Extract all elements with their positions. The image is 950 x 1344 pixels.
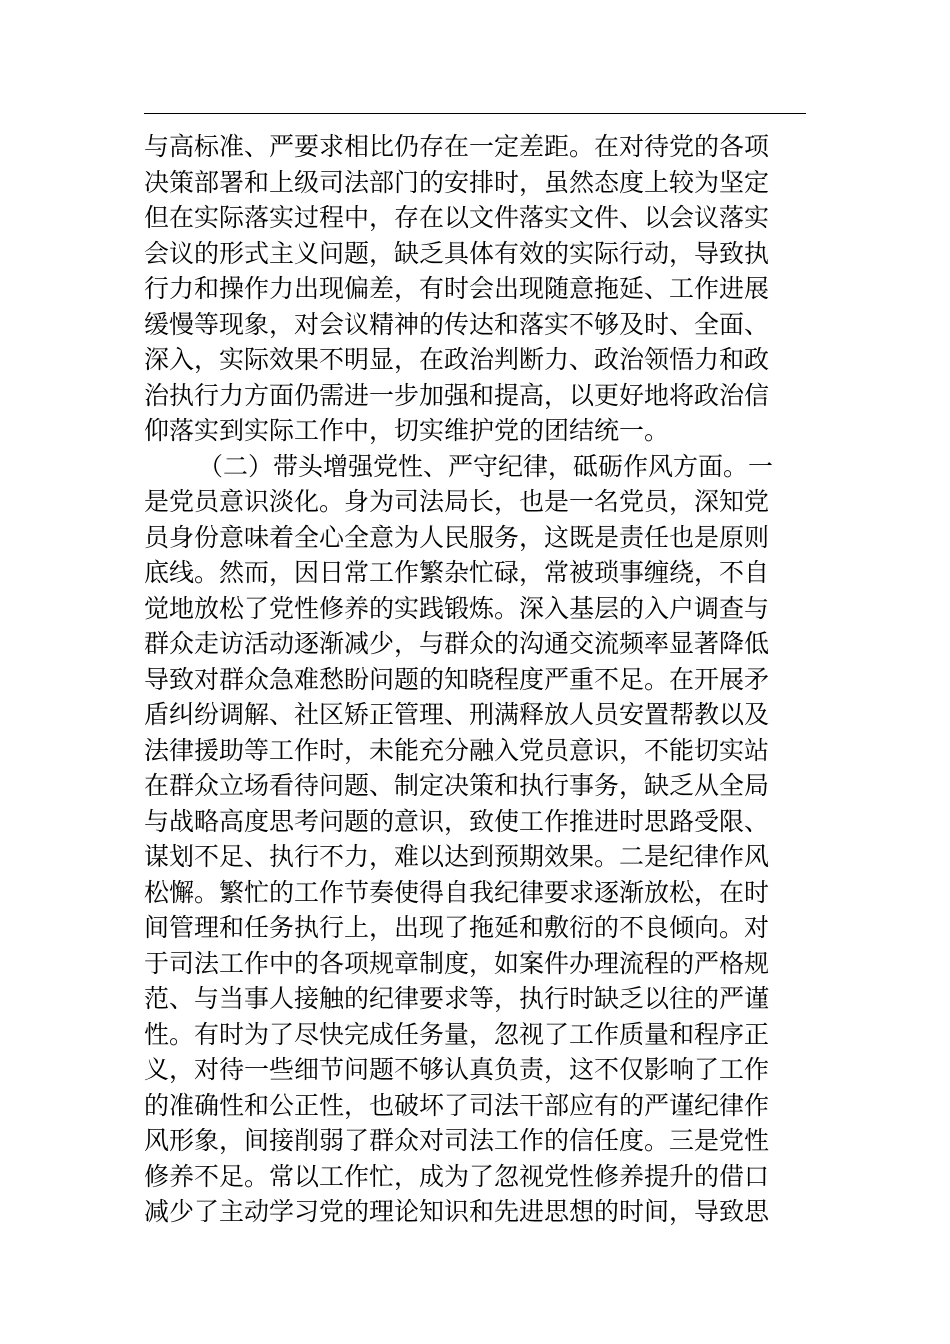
text-line: 修养不足。常以工作忙，成为了忽视党性修养提升的借口 [144, 1161, 770, 1191]
text-line: 与战略高度思考问题的意识，致使工作推进时思路受限、 [144, 806, 770, 836]
text-line: 觉地放松了党性修养的实践锻炼。深入基层的入户调查与 [144, 593, 770, 623]
text-line: 决策部署和上级司法部门的安排时，虽然态度上较为坚定 [144, 167, 770, 197]
text-line: 仰落实到实际工作中，切实维护党的团结统一。 [144, 416, 670, 445]
text-line: 缓慢等现象，对会议精神的传达和落实不够及时、全面、 [144, 309, 770, 339]
text-line: 底线。然而，因日常工作繁杂忙碌，常被琐事缠绕，不自 [144, 558, 770, 587]
text-line: 于司法工作中的各项规章制度，如案件办理流程的严格规 [144, 948, 770, 978]
text-line: 间管理和任务执行上，出现了拖延和敷衍的不良倾向。对 [144, 913, 770, 942]
text-line: 行力和操作力出现偏差，有时会出现随意拖延、工作进展 [144, 274, 770, 303]
header-rule [144, 113, 806, 114]
text-line: 深入，实际效果不明显，在政治判断力、政治领悟力和政 [144, 345, 770, 374]
text-line: 范、与当事人接触的纪律要求等，执行时缺乏以往的严谨 [144, 984, 770, 1013]
text-line: 导致对群众急难愁盼问题的知晓程度严重不足。在开展矛 [144, 664, 770, 694]
text-line: 减少了主动学习党的理论知识和先进思想的时间，导致思 [144, 1197, 770, 1226]
text-line: 法律援助等工作时，未能充分融入党员意识，不能切实站 [144, 735, 770, 765]
text-line: 在群众立场看待问题、制定决策和执行事务，缺乏从全局 [144, 771, 770, 800]
text-line: 会议的形式主义问题，缺乏具体有效的实际行动，导致执 [144, 238, 770, 268]
text-line: 但在实际落实过程中，存在以文件落实文件、以会议落实 [144, 203, 770, 232]
text-line: 是党员意识淡化。身为司法局长，也是一名党员，深知党 [144, 487, 770, 516]
text-line: 治执行力方面仍需进一步加强和提高，以更好地将政治信 [144, 380, 770, 410]
section-heading-line: （二）带头增强党性、严守纪律，砥砺作风方面。一 [198, 451, 774, 481]
text-line: 的准确性和公正性，也破坏了司法干部应有的严谨纪律作 [144, 1090, 770, 1120]
text-line: 性。有时为了尽快完成任务量，忽视了工作质量和程序正 [144, 1019, 770, 1049]
text-line: 群众走访活动逐渐减少，与群众的沟通交流频率显著降低 [144, 629, 770, 658]
text-line: 盾纠纷调解、社区矫正管理、刑满释放人员安置帮教以及 [144, 700, 770, 729]
document-body [144, 129, 806, 1230]
text-line: 义，对待一些细节问题不够认真负责，这不仅影响了工作 [144, 1055, 770, 1084]
text-line: 谋划不足、执行不力，难以达到预期效果。二是纪律作风 [144, 842, 770, 871]
text-line: 松懈。繁忙的工作节奏使得自我纪律要求逐渐放松，在时 [144, 877, 770, 907]
text-line: 员身份意味着全心全意为人民服务，这既是责任也是原则 [144, 522, 770, 552]
text-line: 与高标准、严要求相比仍存在一定差距。在对待党的各项 [144, 132, 770, 161]
text-line: 风形象，间接削弱了群众对司法工作的信任度。三是党性 [144, 1126, 770, 1155]
